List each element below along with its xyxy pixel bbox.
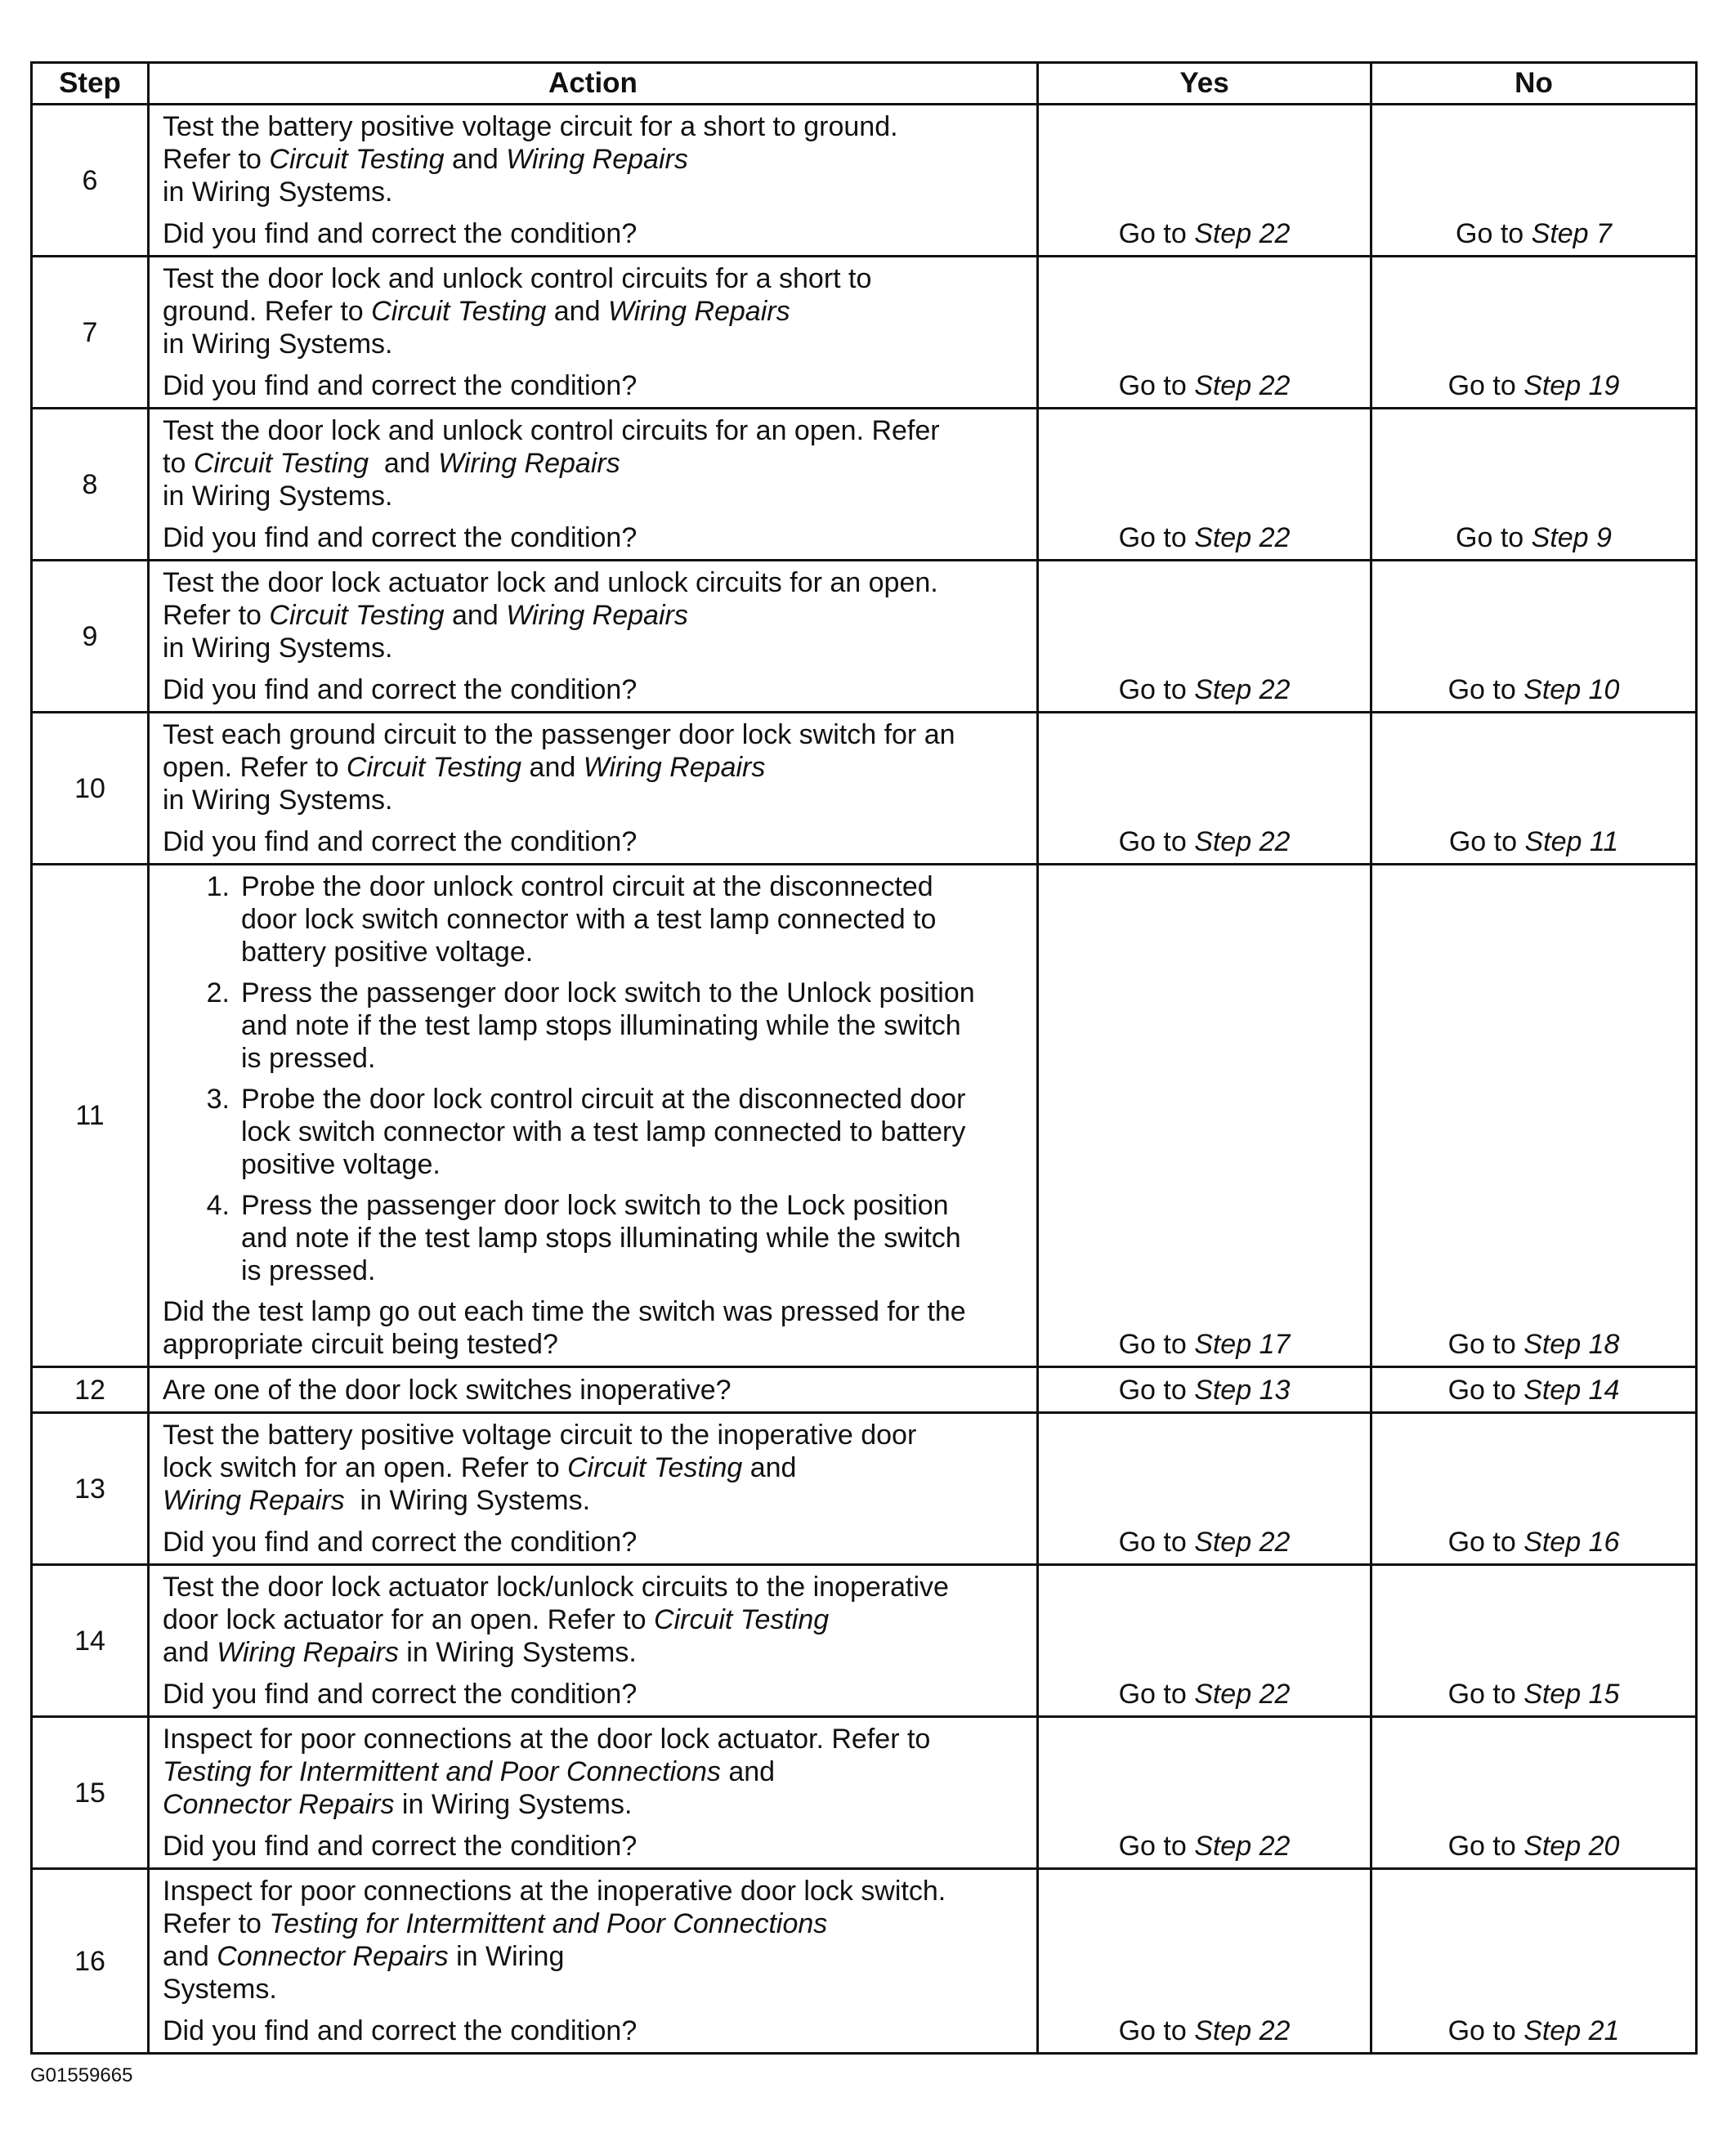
- action-text: Test the battery positive voltage circuit to the inoperative door lock switch for an open. Refer to Circuit Testing and Wiring Repairs in Wiring Systems.: [163, 1420, 917, 1516]
- action-cell: [149, 1717, 1038, 1869]
- step-number: 10: [32, 713, 149, 865]
- step-link: Step 14: [1523, 1375, 1620, 1406]
- substep-list: [163, 870, 1025, 1287]
- step-link: Step 22: [1194, 674, 1291, 705]
- table-row: [32, 1565, 1697, 1717]
- step-link: Step 22: [1194, 218, 1291, 249]
- table-row: [32, 409, 1697, 561]
- reference-connector-repairs: Connector Repairs: [163, 1789, 395, 1820]
- step-link: Step 7: [1531, 218, 1612, 249]
- question-text: Did you find and correct the condition?: [163, 1831, 638, 1862]
- yes-goto: Go to Step 13: [1038, 1367, 1371, 1413]
- step-number: 12: [32, 1367, 149, 1413]
- step-number: 15: [32, 1717, 149, 1869]
- step-link: Step 22: [1194, 1831, 1291, 1862]
- question-text: Did you find and correct the condition?: [163, 2015, 638, 2046]
- step-link: Step 22: [1194, 370, 1291, 401]
- action-cell: [149, 865, 1038, 1367]
- reference-wiring-repairs: Wiring Repairs: [506, 144, 688, 175]
- reference-circuit-testing: Circuit Testing: [346, 752, 522, 783]
- reference-wiring-repairs: Wiring Repairs: [583, 752, 766, 783]
- table-row: [32, 865, 1697, 1367]
- list-item: 2. Press the passenger door lock switch to the Unlock position and note if the test lamp stops illuminating while the switch is pressed.: [206, 977, 975, 1074]
- step-link: Step 22: [1194, 522, 1291, 553]
- step-number: 9: [32, 561, 149, 713]
- action-text: Test each ground circuit to the passenger door lock switch for an open. Refer to Circuit Testing and Wiring Repairs in Wiring Systems.: [163, 719, 955, 816]
- step-number: 13: [32, 1413, 149, 1565]
- header-row: [32, 63, 1697, 105]
- yes-goto: Go to Step 22: [1038, 257, 1371, 409]
- reference-intermittent-connections: Testing for Intermittent and Poor Connections: [269, 1908, 828, 1939]
- action-cell: [149, 1565, 1038, 1717]
- step-link: Step 19: [1523, 370, 1620, 401]
- table-row: [32, 257, 1697, 409]
- action-text: Inspect for poor connections at the door lock actuator. Refer to Testing for Intermittent and Poor Connections and Connector Repairs in Wiring Systems.: [163, 1724, 931, 1820]
- action-cell: [149, 257, 1038, 409]
- list-item: 3. Probe the door lock control circuit at the disconnected door lock switch connector with a test lamp connected to battery positive voltage.: [206, 1084, 966, 1180]
- reference-circuit-testing: Circuit Testing: [269, 144, 445, 175]
- action-cell: [149, 1367, 1038, 1413]
- step-number: 7: [32, 257, 149, 409]
- yes-goto: Go to Step 22: [1038, 1565, 1371, 1717]
- yes-goto: Go to Step 22: [1038, 105, 1371, 257]
- no-goto: Go to Step 20: [1371, 1717, 1697, 1869]
- step-number: 11: [32, 865, 149, 1367]
- yes-goto: Go to Step 22: [1038, 713, 1371, 865]
- question-text: Are one of the door lock switches inoperative?: [163, 1374, 732, 1406]
- table-row: [32, 561, 1697, 713]
- step-link: Step 9: [1531, 522, 1612, 553]
- reference-circuit-testing: Circuit Testing: [567, 1452, 743, 1483]
- step-number: 16: [32, 1869, 149, 2054]
- reference-wiring-repairs: Wiring Repairs: [438, 448, 620, 479]
- reference-connector-repairs: Connector Repairs: [217, 1941, 449, 1972]
- step-link: Step 16: [1523, 1527, 1620, 1558]
- action-cell: [149, 409, 1038, 561]
- table-row: [32, 713, 1697, 865]
- action-cell: [149, 561, 1038, 713]
- action-text: Inspect for poor connections at the inoperative door lock switch. Refer to Testing for Intermittent and Poor Connections and Connector Repairs in Wiring Systems.: [163, 1876, 946, 2005]
- no-goto: Go to Step 18: [1371, 865, 1697, 1367]
- step-link: Step 11: [1524, 826, 1619, 857]
- column-header-yes: Yes: [1038, 63, 1371, 105]
- step-link: Step 10: [1523, 674, 1620, 705]
- action-text: Test the door lock actuator lock and unlock circuits for an open. Refer to Circuit Testing and Wiring Repairs in Wiring Systems.: [163, 567, 938, 664]
- question-text: Did you find and correct the condition?: [163, 674, 638, 705]
- action-text: Test the door lock and unlock control circuits for an open. Refer to Circuit Testing and Wiring Repairs in Wiring Systems.: [163, 415, 940, 512]
- question-text: Did the test lamp go out each time the switch was pressed for the appropriate circuit being tested?: [163, 1296, 966, 1360]
- reference-wiring-repairs: Wiring Repairs: [607, 296, 790, 327]
- figure-id: G01559665: [30, 2064, 133, 2086]
- no-goto: Go to Step 19: [1371, 257, 1697, 409]
- action-cell: [149, 105, 1038, 257]
- action-text: Test the door lock and unlock control circuits for a short to ground. Refer to Circuit Testing and Wiring Repairs in Wiring Systems.: [163, 263, 872, 360]
- list-item: 1. Probe the door unlock control circuit at the disconnected door lock switch connector with a test lamp connected to battery positive voltage.: [206, 871, 937, 968]
- question-text: Did you find and correct the condition?: [163, 826, 638, 857]
- yes-goto: Go to Step 22: [1038, 1413, 1371, 1565]
- yes-goto: Go to Step 22: [1038, 561, 1371, 713]
- no-goto: Go to Step 9: [1371, 409, 1697, 561]
- column-header-no: No: [1371, 63, 1697, 105]
- action-cell: [149, 713, 1038, 865]
- no-goto: Go to Step 14: [1371, 1367, 1697, 1413]
- table-row: [32, 1413, 1697, 1565]
- step-number: 14: [32, 1565, 149, 1717]
- yes-goto: Go to Step 22: [1038, 1717, 1371, 1869]
- step-link: Step 18: [1523, 1329, 1620, 1360]
- no-goto: Go to Step 15: [1371, 1565, 1697, 1717]
- yes-goto: Go to Step 22: [1038, 409, 1371, 561]
- table-row: [32, 105, 1697, 257]
- question-text: Did you find and correct the condition?: [163, 1679, 638, 1710]
- step-link: Step 22: [1194, 2015, 1291, 2046]
- column-header-step: Step: [32, 63, 149, 105]
- reference-circuit-testing: Circuit Testing: [193, 448, 369, 479]
- column-header-action: Action: [149, 63, 1038, 105]
- question-text: Did you find and correct the condition?: [163, 522, 638, 553]
- list-item: 4. Press the passenger door lock switch to the Lock position and note if the test lamp stops illuminating while the switch is pressed.: [206, 1190, 961, 1286]
- reference-circuit-testing: Circuit Testing: [371, 296, 547, 327]
- step-link: Step 15: [1523, 1679, 1620, 1710]
- table-row: [32, 1869, 1697, 2054]
- step-link: Step 20: [1523, 1831, 1620, 1862]
- step-link: Step 17: [1194, 1329, 1291, 1360]
- no-goto: Go to Step 16: [1371, 1413, 1697, 1565]
- reference-intermittent-connections: Testing for Intermittent and Poor Connections: [163, 1756, 721, 1787]
- step-link: Step 22: [1194, 826, 1291, 857]
- action-cell: [149, 1413, 1038, 1565]
- step-number: 6: [32, 105, 149, 257]
- diagnostic-table: [30, 61, 1698, 2055]
- action-text: Test the door lock actuator lock/unlock circuits to the inoperative door lock actuator for an open. Refer to Circuit Testing and Wiring Repairs in Wiring Systems.: [163, 1572, 949, 1668]
- yes-goto: Go to Step 22: [1038, 1869, 1371, 2054]
- action-cell: [149, 1869, 1038, 2054]
- reference-wiring-repairs: Wiring Repairs: [163, 1485, 345, 1516]
- step-link: Step 13: [1194, 1375, 1291, 1406]
- no-goto: Go to Step 21: [1371, 1869, 1697, 2054]
- no-goto: Go to Step 10: [1371, 561, 1697, 713]
- reference-wiring-repairs: Wiring Repairs: [506, 600, 688, 631]
- step-link: Step 21: [1523, 2015, 1620, 2046]
- reference-wiring-repairs: Wiring Repairs: [217, 1637, 399, 1668]
- table-row: [32, 1367, 1697, 1413]
- step-number: 8: [32, 409, 149, 561]
- question-text: Did you find and correct the condition?: [163, 370, 638, 401]
- step-link: Step 22: [1194, 1527, 1291, 1558]
- step-link: Step 22: [1194, 1679, 1291, 1710]
- yes-goto: Go to Step 17: [1038, 865, 1371, 1367]
- no-goto: Go to Step 7: [1371, 105, 1697, 257]
- no-goto: Go to Step 11: [1371, 713, 1697, 865]
- table-row: [32, 1717, 1697, 1869]
- action-text: Test the battery positive voltage circuit for a short to ground. Refer to Circuit Testing and Wiring Repairs in Wiring Systems.: [163, 111, 898, 208]
- question-text: Did you find and correct the condition?: [163, 1527, 638, 1558]
- reference-circuit-testing: Circuit Testing: [654, 1604, 830, 1635]
- question-text: Did you find and correct the condition?: [163, 218, 638, 249]
- reference-circuit-testing: Circuit Testing: [269, 600, 445, 631]
